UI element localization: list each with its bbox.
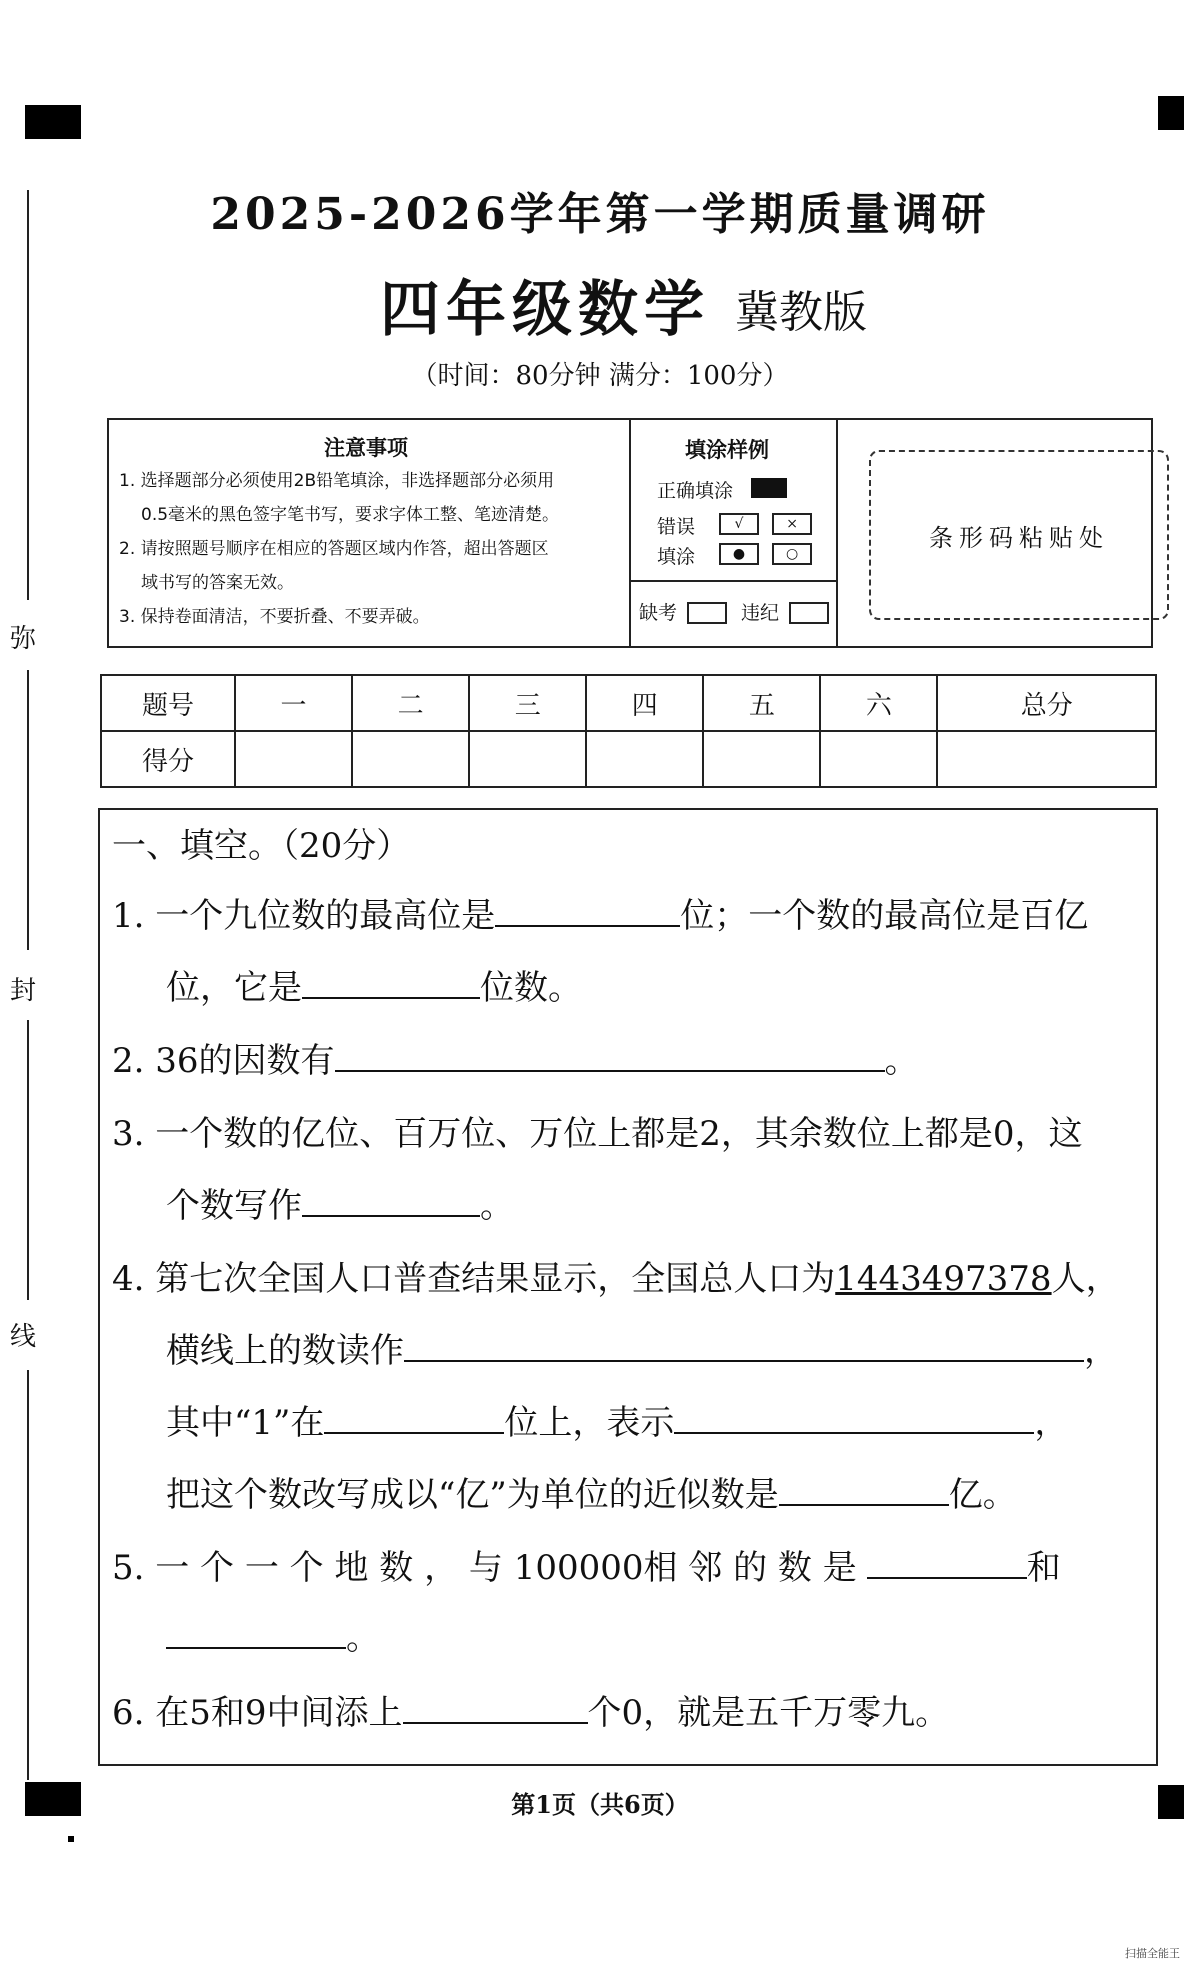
question-4 <box>112 1251 1120 1300</box>
q1-text: 1. 一个九位数的最高位是 <box>112 896 496 936</box>
fill-example-title: 填涂样例 <box>685 438 769 462</box>
score-cell[interactable] <box>820 731 937 787</box>
answer-blank[interactable] <box>674 1402 1034 1434</box>
answer-blank[interactable] <box>495 895 680 927</box>
section1-title: 一、填空。（20分） <box>112 826 411 866</box>
wrong-fill-label: 错误 <box>657 516 696 538</box>
answer-blank[interactable] <box>867 1547 1027 1579</box>
q3-text: 。 <box>480 1186 514 1226</box>
seal-char-feng: 封 <box>10 976 37 1006</box>
seal-line-segment <box>27 1020 29 1300</box>
q5-text: 和 <box>1026 1548 1061 1588</box>
notice-line: 1. 选择题部分必须使用2B铅笔填涂，非选择题部分必须用 <box>119 471 555 491</box>
score-cell[interactable] <box>235 731 352 787</box>
notice-line: 域书写的答案无效。 <box>141 573 294 593</box>
registration-mark-top-right <box>1158 96 1184 130</box>
q4-text: 4. 第七次全国人口普查结果显示，全国总人口为 <box>112 1259 836 1299</box>
circle-mark-sample: ○ <box>772 543 812 565</box>
subject-title: 四年级数学 <box>380 275 710 345</box>
violation-label: 违纪 <box>741 602 780 624</box>
table-header-cell: 题号 <box>101 675 235 731</box>
question-1 <box>112 888 1088 937</box>
answer-blank[interactable] <box>335 1040 885 1072</box>
correct-fill-sample <box>751 478 787 498</box>
registration-mark-top-left <box>25 105 81 139</box>
absent-label: 缺考 <box>639 602 678 624</box>
scan-dot <box>68 1836 74 1842</box>
score-cell[interactable] <box>937 731 1156 787</box>
notice-box <box>107 418 1153 648</box>
q5-text: 。 <box>346 1618 380 1658</box>
q6-text: 6. 在5和9中间添上 <box>112 1693 403 1733</box>
notice-line: 3. 保持卷面清洁，不要折叠、不要弄破。 <box>119 607 430 627</box>
table-header-cell: 总分 <box>937 675 1156 731</box>
q4-text: 其中“1”在 <box>166 1403 325 1443</box>
q2-text: 2. 36的因数有 <box>112 1041 335 1081</box>
violation-box[interactable] <box>789 602 829 624</box>
page-footer: 第1页（共6页） <box>511 1790 689 1819</box>
table-header-cell: 六 <box>820 675 937 731</box>
q4-text: ， <box>1084 1331 1118 1371</box>
cross-mark-sample: × <box>772 513 812 535</box>
scanner-watermark: 扫描全能王 <box>1125 1947 1180 1960</box>
table-row <box>101 731 1156 787</box>
q4-text: 位上，表示 <box>504 1403 675 1443</box>
answer-blank[interactable] <box>166 1617 346 1649</box>
seal-char-xian: 线 <box>10 1322 37 1352</box>
divider <box>629 420 631 646</box>
score-row-label: 得分 <box>101 731 235 787</box>
answer-blank[interactable] <box>302 967 480 999</box>
score-cell[interactable] <box>586 731 703 787</box>
question-5 <box>112 1540 1061 1589</box>
table-header-cell: 四 <box>586 675 703 731</box>
seal-line-segment <box>27 190 29 600</box>
question-4-cont <box>166 1467 1017 1516</box>
q3-text: 个数写作 <box>166 1186 302 1226</box>
notice-line: 0.5毫米的黑色签字笔书写，要求字体工整、笔迹清楚。 <box>141 505 560 525</box>
score-cell[interactable] <box>703 731 820 787</box>
question-4-cont <box>166 1395 1068 1444</box>
question-1-cont <box>166 960 582 1009</box>
answer-blank[interactable] <box>779 1474 949 1506</box>
population-number: 1443497378 <box>835 1259 1052 1299</box>
question-6 <box>112 1685 949 1734</box>
q1-text: 位；一个数的最高位是百亿 <box>680 896 1089 936</box>
wrong-fill-label: 填涂 <box>657 546 696 568</box>
question-3-cont <box>166 1178 514 1227</box>
dot-mark-sample: ● <box>719 543 759 565</box>
check-mark-sample: √ <box>719 513 759 535</box>
correct-fill-label: 正确填涂 <box>657 480 734 502</box>
q1-text: 位，它是 <box>166 968 302 1008</box>
exam-title: 2025-2026学年第一学期质量调研 <box>210 189 990 240</box>
table-header-cell: 三 <box>469 675 586 731</box>
q3-text: 3. 一个数的亿位、百万位、万位上都是2，其余数位上都是0，这 <box>112 1114 1083 1154</box>
q4-text: ， <box>1034 1403 1069 1443</box>
question-4-cont <box>166 1323 1118 1372</box>
q2-text: 。 <box>884 1041 919 1081</box>
answer-blank[interactable] <box>403 1692 588 1724</box>
notice-title: 注意事项 <box>324 436 408 460</box>
answer-blank[interactable] <box>324 1402 504 1434</box>
barcode-area <box>869 450 1169 620</box>
q1-text: 位数。 <box>480 968 582 1008</box>
exam-meta: （时间：80分钟 满分：100分） <box>411 361 789 391</box>
score-cell[interactable] <box>469 731 586 787</box>
answer-blank[interactable] <box>302 1185 480 1217</box>
table-row <box>101 675 1156 731</box>
q4-text: 亿。 <box>948 1475 1017 1515</box>
q5-text: 5. 一 个 一 个 地 数 ， 与 100000相 邻 的 数 是 <box>112 1548 857 1588</box>
score-table <box>100 674 1157 788</box>
barcode-label: 条形码粘贴处 <box>929 523 1109 552</box>
divider <box>836 420 838 646</box>
notice-line: 2. 请按照题号顺序在相应的答题区域内作答，超出答题区 <box>119 539 549 559</box>
table-header-cell: 五 <box>703 675 820 731</box>
seal-line-segment <box>27 670 29 950</box>
wrong-marks-row1 <box>719 513 812 535</box>
edition-label: 冀教版 <box>735 287 867 338</box>
seal-char-mi: 弥 <box>10 624 37 654</box>
wrong-marks-row2 <box>719 543 812 565</box>
divider <box>629 580 836 582</box>
q4-text: 横线上的数读作 <box>166 1331 404 1371</box>
question-2 <box>112 1033 919 1082</box>
seal-line-segment <box>27 1370 29 1780</box>
table-header-cell: 二 <box>352 675 469 731</box>
table-header-cell: 一 <box>235 675 352 731</box>
score-cell[interactable] <box>352 731 469 787</box>
answer-blank[interactable] <box>404 1330 1084 1362</box>
q4-text: 人， <box>1051 1259 1120 1299</box>
q4-text: 把这个数改写成以“亿”为单位的近似数是 <box>166 1475 779 1515</box>
q6-text: 个0，就是五千万零九。 <box>587 1693 950 1733</box>
question-5-cont <box>166 1610 380 1659</box>
absent-box[interactable] <box>687 602 727 624</box>
question-3 <box>112 1106 1083 1155</box>
